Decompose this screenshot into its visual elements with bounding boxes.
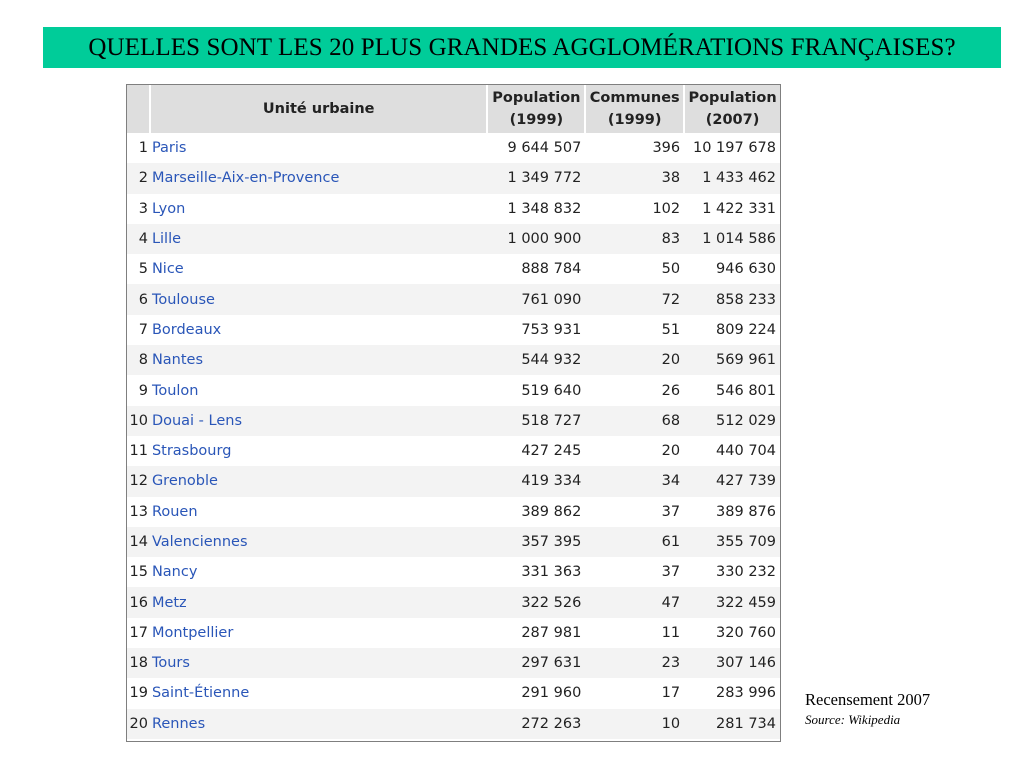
table-row	[127, 618, 780, 648]
rank-cell: 18	[127, 648, 150, 678]
city-link[interactable]: Bordeaux	[151, 321, 222, 338]
population-1999-cell: 1 349 772	[487, 163, 585, 193]
table-row	[127, 527, 780, 557]
table-row	[127, 587, 780, 617]
column-header-communes-1999	[585, 85, 684, 133]
rank-cell: 5	[138, 261, 148, 278]
population-1999-cell: 357 395	[487, 527, 585, 557]
communes-cell: 20	[585, 345, 684, 375]
population-2007-cell: 427 739	[684, 466, 780, 496]
table-row	[127, 497, 780, 527]
table-row	[127, 436, 780, 466]
population-1999-cell: 287 981	[521, 624, 582, 641]
city-link[interactable]: Toulouse	[150, 284, 488, 314]
population-2007-cell: 809 224	[716, 321, 776, 338]
communes-cell: 37	[661, 564, 681, 581]
column-header-population-2007-line2: (2007)	[705, 112, 760, 128]
rank-cell: 7	[138, 321, 148, 338]
population-2007-cell: 858 233	[684, 284, 780, 314]
rank-cell: 9	[138, 382, 148, 399]
city-link[interactable]: Marseille-Aix-en-Provence	[150, 163, 488, 193]
rank-cell: 8	[127, 345, 150, 375]
city-link[interactable]: Saint-Étienne	[151, 685, 250, 702]
source-caption	[805, 690, 930, 728]
population-2007-cell: 569 961	[684, 345, 780, 375]
agglomerations-table-frame	[126, 84, 781, 742]
table-row	[127, 254, 780, 284]
population-2007-cell: 546 801	[716, 382, 776, 399]
rank-cell: 6	[127, 284, 150, 314]
population-1999-cell: 419 334	[487, 466, 585, 496]
table-row	[127, 557, 780, 587]
rank-cell: 16	[127, 587, 150, 617]
communes-cell: 50	[661, 261, 681, 278]
city-link[interactable]: Nantes	[150, 345, 488, 375]
rank-cell: 14	[127, 527, 150, 557]
table-row	[127, 284, 780, 314]
rank-cell: 15	[129, 564, 148, 581]
communes-cell: 83	[585, 224, 684, 254]
table-row	[127, 406, 780, 436]
population-2007-cell: 1 422 331	[702, 200, 776, 217]
rank-cell: 10	[127, 406, 150, 436]
column-header-population-1999-line1: Population	[492, 90, 581, 106]
city-link[interactable]: Lyon	[151, 200, 186, 217]
city-link[interactable]: Valenciennes	[150, 527, 488, 557]
population-1999-cell: 297 631	[487, 648, 585, 678]
population-2007-cell: 512 029	[684, 406, 780, 436]
population-2007-cell: 1 014 586	[684, 224, 780, 254]
population-1999-cell: 331 363	[521, 564, 582, 581]
population-1999-cell: 9 644 507	[507, 140, 582, 157]
population-1999-cell: 291 960	[521, 685, 582, 702]
population-1999-cell: 753 931	[521, 321, 582, 338]
communes-cell: 72	[585, 284, 684, 314]
rank-cell: 4	[127, 224, 150, 254]
table-row	[127, 678, 780, 708]
communes-cell: 26	[661, 382, 681, 399]
communes-cell: 11	[661, 624, 681, 641]
population-2007-cell: 320 760	[716, 624, 776, 641]
city-link[interactable]: Nancy	[151, 564, 198, 581]
city-link[interactable]: Rouen	[151, 503, 198, 520]
table-row	[127, 648, 780, 678]
rank-cell: 19	[129, 685, 148, 702]
rank-cell: 1	[138, 140, 148, 157]
population-1999-cell: 518 727	[487, 406, 585, 436]
population-1999-cell: 519 640	[521, 382, 582, 399]
column-header-population-2007	[684, 85, 780, 133]
table-header-row	[127, 85, 780, 133]
population-2007-cell: 10 197 678	[692, 140, 776, 157]
column-header-communes-1999-line2: (1999)	[607, 112, 662, 128]
population-2007-cell: 440 704	[716, 443, 776, 460]
title-banner	[43, 27, 1001, 68]
communes-cell: 51	[661, 321, 681, 338]
rank-cell: 17	[129, 624, 148, 641]
communes-cell: 34	[585, 466, 684, 496]
population-1999-cell: 427 245	[521, 443, 582, 460]
population-1999-cell: 272 263	[487, 709, 585, 739]
communes-cell: 23	[585, 648, 684, 678]
communes-cell: 37	[661, 503, 681, 520]
population-2007-cell: 355 709	[684, 527, 780, 557]
communes-cell: 396	[652, 140, 681, 157]
population-1999-cell: 761 090	[487, 284, 585, 314]
communes-cell: 61	[585, 527, 684, 557]
city-link[interactable]: Lille	[150, 224, 488, 254]
rank-cell: 3	[138, 200, 148, 217]
population-2007-cell: 281 734	[684, 709, 780, 739]
table-row	[127, 133, 780, 163]
communes-cell: 102	[652, 200, 681, 217]
column-header-population-1999	[487, 85, 585, 133]
table-row	[127, 194, 780, 224]
table-row	[127, 345, 780, 375]
city-link[interactable]: Grenoble	[150, 466, 488, 496]
population-1999-cell: 1 000 900	[487, 224, 585, 254]
table-row	[127, 315, 780, 345]
column-header-rank	[127, 85, 150, 133]
city-link[interactable]: Rennes	[150, 709, 488, 739]
population-2007-cell: 1 433 462	[684, 163, 780, 193]
city-link[interactable]: Nice	[151, 261, 184, 278]
city-link[interactable]: Strasbourg	[151, 443, 232, 460]
communes-cell: 68	[585, 406, 684, 436]
communes-cell: 47	[585, 587, 684, 617]
table-row	[127, 709, 780, 739]
population-1999-cell: 322 526	[487, 587, 585, 617]
city-link[interactable]: Toulon	[151, 382, 199, 399]
communes-cell: 17	[661, 685, 681, 702]
agglomerations-table	[127, 85, 780, 739]
communes-cell: 20	[661, 443, 681, 460]
population-2007-cell: 283 996	[716, 685, 776, 702]
population-2007-cell: 389 876	[716, 503, 776, 520]
city-link[interactable]: Douai - Lens	[150, 406, 488, 436]
column-header-population-1999-line2: (1999)	[509, 112, 564, 128]
population-1999-cell: 1 348 832	[507, 200, 582, 217]
table-row	[127, 163, 780, 193]
caption-census: Recensement 2007	[805, 690, 931, 709]
rank-cell: 11	[129, 443, 148, 460]
rank-cell: 20	[127, 709, 150, 739]
table-row	[127, 224, 780, 254]
table-row	[127, 375, 780, 405]
communes-cell: 38	[585, 163, 684, 193]
population-2007-cell: 946 630	[716, 261, 776, 278]
city-link[interactable]: Tours	[150, 648, 488, 678]
caption-source: Source: Wikipedia	[805, 712, 901, 727]
column-header-communes-1999-line1: Communes	[589, 90, 680, 106]
column-header-unite-urbaine: Unité urbaine	[150, 85, 488, 133]
communes-cell: 10	[585, 709, 684, 739]
population-2007-cell: 322 459	[684, 587, 780, 617]
column-header-population-2007-line1: Population	[688, 90, 777, 106]
population-2007-cell: 330 232	[716, 564, 776, 581]
population-1999-cell: 389 862	[521, 503, 582, 520]
rank-cell: 12	[127, 466, 150, 496]
city-link[interactable]: Metz	[150, 587, 488, 617]
population-2007-cell: 307 146	[684, 648, 780, 678]
city-link[interactable]: Montpellier	[151, 624, 234, 641]
table-row	[127, 466, 780, 496]
city-link[interactable]: Paris	[151, 140, 187, 157]
population-1999-cell: 544 932	[487, 345, 585, 375]
rank-cell: 13	[129, 503, 148, 520]
population-1999-cell: 888 784	[521, 261, 582, 278]
page-title: QUELLES SONT LES 20 PLUS GRANDES AGGLOMÉRATIONS FRANÇAISES?	[88, 33, 956, 61]
rank-cell: 2	[127, 163, 150, 193]
